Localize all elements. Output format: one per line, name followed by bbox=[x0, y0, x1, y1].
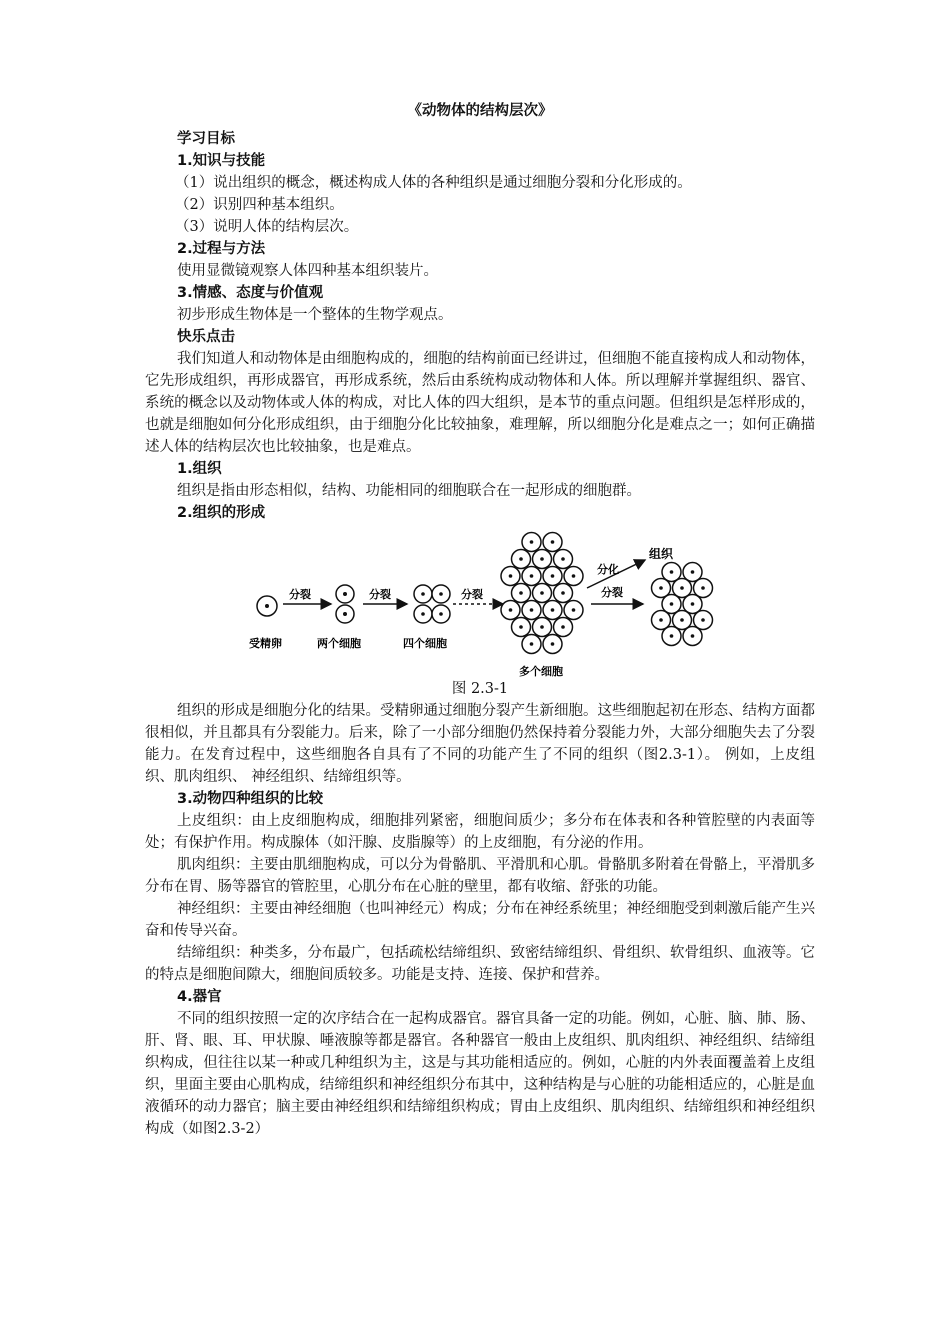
nucleus bbox=[691, 634, 695, 638]
nucleus bbox=[509, 574, 513, 578]
nucleus bbox=[421, 592, 425, 596]
nucleus bbox=[659, 586, 663, 590]
nucleus bbox=[509, 608, 513, 612]
nucleus bbox=[530, 540, 534, 544]
nucleus bbox=[561, 557, 565, 561]
nucleus bbox=[572, 574, 576, 578]
nucleus bbox=[701, 586, 705, 590]
label-four-cells: 四个细胞 bbox=[403, 637, 447, 650]
nucleus bbox=[551, 642, 555, 646]
nucleus bbox=[439, 612, 443, 616]
four-tissues-heading: 3.动物四种组织的比较 bbox=[177, 791, 324, 807]
emotion-text: 初步形成生物体是一个整体的生物学观点。 bbox=[177, 307, 453, 323]
nucleus bbox=[530, 574, 534, 578]
nucleus bbox=[691, 570, 695, 574]
nucleus bbox=[691, 602, 695, 606]
goal-item: （3）说明人体的结构层次。 bbox=[175, 219, 359, 235]
formation-text: 组织的形成是细胞分化的结果。受精卵通过细胞分裂产生新细胞。这些细胞起初在形态、结构方面都很相似，并且都具有分裂能力。后来，除了一小部分细胞仍然保持着分裂能力外，大部分细胞失去了分裂能力。在发育过程中，这些细胞各自具有了不同的功能产生了不同的组织（图2.3-1）。 例如，上皮组织、肌肉组织、 神经组织、结缔组织等。 bbox=[145, 703, 815, 785]
nucleus bbox=[670, 634, 674, 638]
label-differentiation: 分化 bbox=[597, 563, 619, 576]
goals-heading: 学习目标 bbox=[177, 131, 235, 147]
two-cells bbox=[336, 585, 354, 623]
nucleus bbox=[670, 602, 674, 606]
goal-item: （2）识别四种基本组织。 bbox=[175, 197, 344, 213]
muscle-text: 肌肉组织：主要由肌细胞构成，可以分为骨骼肌、平滑肌和心肌。骨骼肌多附着在骨骼上，平滑肌多分布在胃、肠等器官的管腔里，心肌分布在心脏的壁里，都有收缩、舒张的功能。 bbox=[145, 857, 815, 895]
many-cells bbox=[501, 533, 583, 654]
nucleus bbox=[421, 612, 425, 616]
goal-item: （1）说出组织的概念，概述构成人体的各种组织是通过细胞分裂和分化形成的。 bbox=[175, 175, 692, 191]
process-text: 使用显微镜观察人体四种基本组织装片。 bbox=[177, 263, 438, 279]
four-cells bbox=[414, 585, 450, 623]
nucleus bbox=[680, 618, 684, 622]
label-tissue: 组织 bbox=[649, 547, 674, 561]
label-many-cells: 多个细胞 bbox=[519, 665, 563, 678]
label-split: 分裂 bbox=[369, 588, 391, 601]
nucleus bbox=[439, 592, 443, 596]
formation-heading: 2.组织的形成 bbox=[177, 505, 266, 521]
cell-cluster bbox=[652, 563, 713, 646]
nucleus bbox=[551, 574, 555, 578]
label-split: 分裂 bbox=[461, 588, 483, 601]
fertilized-egg-cell bbox=[257, 596, 277, 616]
nucleus bbox=[530, 608, 534, 612]
label-split: 分裂 bbox=[289, 588, 311, 601]
nucleus bbox=[551, 608, 555, 612]
click-heading: 快乐点击 bbox=[177, 329, 235, 345]
epithelial-text: 上皮组织：由上皮细胞构成，细胞排列紧密，细胞间质少；多分布在体表和各种管腔壁的内表面等处；有保护作用。构成腺体（如汗腺、皮脂腺等）的上皮细胞，有分泌的作用。 bbox=[145, 813, 815, 851]
nucleus bbox=[519, 557, 523, 561]
cell-differentiation-figure bbox=[145, 528, 815, 678]
nucleus bbox=[670, 570, 674, 574]
nucleus bbox=[561, 625, 565, 629]
figure-caption: 图 2.3-1 bbox=[451, 681, 509, 697]
nucleus bbox=[561, 591, 565, 595]
document-page bbox=[145, 100, 815, 1140]
nucleus bbox=[530, 642, 534, 646]
nucleus bbox=[540, 591, 544, 595]
page-title: 《动物体的结构层次》 bbox=[407, 103, 553, 119]
emotion-heading: 3.情感、态度与价值观 bbox=[177, 285, 324, 301]
label-split: 分裂 bbox=[601, 586, 623, 599]
tissue-heading: 1.组织 bbox=[177, 461, 222, 477]
nucleus bbox=[540, 625, 544, 629]
nucleus bbox=[701, 618, 705, 622]
knowledge-heading: 1.知识与技能 bbox=[177, 153, 266, 169]
tissue-definition: 组织是指由形态相似，结构、功能相同的细胞联合在一起形成的细胞群。 bbox=[177, 483, 641, 499]
nucleus bbox=[659, 618, 663, 622]
organ-text: 不同的组织按照一定的次序结合在一起构成器官。器官具备一定的功能。例如，心脏、脑、肺、肠、肝、肾、眼、耳、甲状腺、唾液腺等都是器官。各种器官一般由上皮组织、肌肉组织、神经组织、结缔组织构成，但往往以某一种或几种组织为主，这是与其功能相适应的。例如，心脏的内外表面覆盖着上皮组织，里面主要由心肌构成，结缔组织和神经组织分布其中，这种结构是与心脏的功能相适应的，心脏是血液循环的动力器官；脑主要由神经组织和结缔组织构成；胃由上皮组织、肌肉组织、结缔组织和神经组织构成（如图2.3-2） bbox=[145, 1011, 815, 1137]
nucleus bbox=[540, 557, 544, 561]
nucleus bbox=[519, 591, 523, 595]
label-two-cells: 两个细胞 bbox=[317, 637, 361, 650]
connective-text: 结缔组织：种类多，分布最广，包括疏松结缔组织、致密结缔组织、骨组织、软骨组织、血液等。它的特点是细胞间隙大，细胞间质较多。功能是支持、连接、保护和营养。 bbox=[145, 945, 815, 983]
organ-heading: 4.器官 bbox=[177, 989, 222, 1005]
nerve-text: 神经组织：主要由神经细胞（也叫神经元）构成；分布在神经系统里；神经细胞受到刺激后能产生兴奋和传导兴奋。 bbox=[145, 901, 815, 939]
nucleus bbox=[519, 625, 523, 629]
nucleus bbox=[680, 586, 684, 590]
label-fertilized-egg: 受精卵 bbox=[249, 637, 282, 650]
process-heading: 2.过程与方法 bbox=[177, 241, 266, 257]
nucleus bbox=[551, 540, 555, 544]
click-text: 我们知道人和动物体是由细胞构成的，细胞的结构前面已经讲过，但细胞不能直接构成人和动物体，它先形成组织，再形成器官，再形成系统，然后由系统构成动物体和人体。所以理解并掌握组织、器官、系统的概念以及动物体或人体的构成，对比人体的四大组织，是本节的重点问题。但组织是怎样形成的，也就是细胞如何分化形成组织，由于细胞分化比较抽象，难理解，所以细胞分化是难点之一；如何正确描述人体的结构层次也比较抽象，也是难点。 bbox=[145, 351, 815, 455]
nucleus bbox=[572, 608, 576, 612]
